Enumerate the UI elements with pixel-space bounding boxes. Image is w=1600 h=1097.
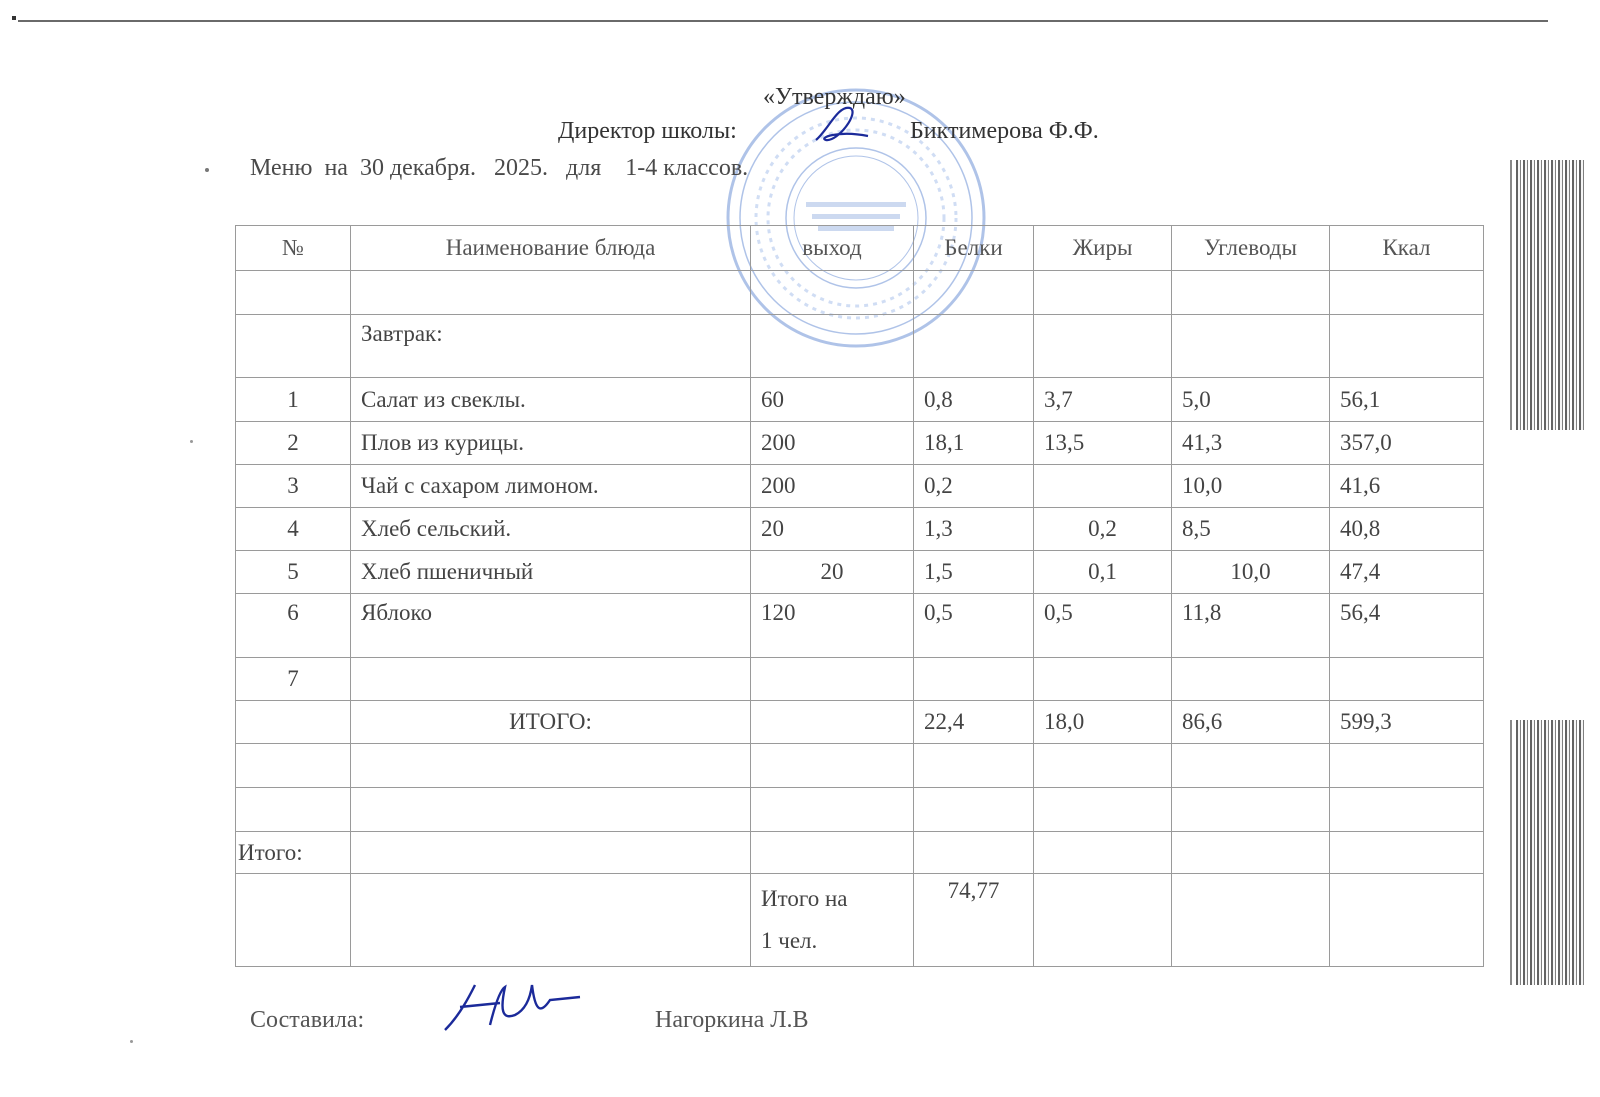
table-row-empty	[236, 271, 1484, 315]
director-signature	[808, 100, 878, 150]
dish-carbs: 41,3	[1172, 422, 1330, 465]
dish-name: Хлеб пшеничный	[351, 551, 751, 594]
director-title: Директор школы:	[558, 118, 737, 144]
per-person-label	[751, 874, 914, 967]
per-person-label-line2: 1 чел.	[761, 928, 818, 953]
dish-protein: 0,5	[914, 594, 1034, 658]
dish-kcal: 56,4	[1330, 594, 1484, 658]
table-row	[236, 378, 1484, 422]
dish-output: 20	[751, 551, 914, 594]
dish-output: 200	[751, 465, 914, 508]
col-header-kcal: Ккал	[1330, 226, 1484, 271]
per-person-value: 74,77	[914, 874, 1034, 967]
dish-fat: 0,2	[1034, 508, 1172, 551]
dish-kcal: 56,1	[1330, 378, 1484, 422]
total-protein: 22,4	[914, 701, 1034, 744]
section-label: Завтрак:	[351, 315, 751, 378]
dish-kcal: 40,8	[1330, 508, 1484, 551]
total-fat: 18,0	[1034, 701, 1172, 744]
dish-output: 200	[751, 422, 914, 465]
total-carbs: 86,6	[1172, 701, 1330, 744]
dish-carbs: 11,8	[1172, 594, 1330, 658]
table-row	[236, 594, 1484, 658]
scan-top-edge	[18, 20, 1548, 22]
col-header-fat: Жиры	[1034, 226, 1172, 271]
col-header-carbs: Углеводы	[1172, 226, 1330, 271]
dish-protein: 1,3	[914, 508, 1034, 551]
col-header-dish: Наименование блюда	[351, 226, 751, 271]
dish-name: Яблоко	[351, 594, 751, 658]
row-num: 4	[236, 508, 351, 551]
row-num: 1	[236, 378, 351, 422]
menu-title: Меню на 30 декабря. 2025. для 1-4 классов.	[250, 155, 749, 181]
compiled-name: Нагоркина Л.В	[655, 1007, 809, 1033]
dish-fat: 13,5	[1034, 422, 1172, 465]
dish-output: 60	[751, 378, 914, 422]
dish-protein: 0,2	[914, 465, 1034, 508]
scan-rule-bottom	[1510, 720, 1512, 985]
scan-speck	[130, 1040, 133, 1043]
dish-carbs: 8,5	[1172, 508, 1330, 551]
dish-protein: 18,1	[914, 422, 1034, 465]
menu-table	[235, 225, 1484, 967]
table-row	[236, 508, 1484, 551]
dish-fat: 0,5	[1034, 594, 1172, 658]
total-kcal: 599,3	[1330, 701, 1484, 744]
dish-name: Хлеб сельский.	[351, 508, 751, 551]
dish-carbs: 10,0	[1172, 551, 1330, 594]
row-num: 3	[236, 465, 351, 508]
approve-heading: «Утверждаю»	[763, 84, 906, 110]
scan-mark	[12, 16, 16, 20]
compiled-label: Составила:	[250, 1007, 365, 1033]
row-num: 5	[236, 551, 351, 594]
table-row-empty	[236, 744, 1484, 788]
scan-artifact-top	[1516, 160, 1586, 430]
dish-name: Салат из свеклы.	[351, 378, 751, 422]
table-row	[236, 658, 1484, 701]
itogo-label: Итого:	[236, 832, 351, 874]
table-row-empty	[236, 788, 1484, 832]
scan-speck	[190, 440, 193, 443]
dish-carbs: 5,0	[1172, 378, 1330, 422]
dish-name	[351, 658, 751, 701]
compiler-signature	[440, 975, 590, 1045]
table-row-itogo	[236, 832, 1484, 874]
col-header-num: №	[236, 226, 351, 271]
dish-kcal: 357,0	[1330, 422, 1484, 465]
table-row	[236, 465, 1484, 508]
dish-fat	[1034, 465, 1172, 508]
scan-rule-top	[1510, 160, 1512, 430]
table-row	[236, 551, 1484, 594]
dish-output: 120	[751, 594, 914, 658]
bullet-mark	[205, 168, 209, 172]
dish-output: 20	[751, 508, 914, 551]
table-row	[236, 422, 1484, 465]
table-header-row	[236, 226, 1484, 271]
dish-carbs: 10,0	[1172, 465, 1330, 508]
dish-kcal: 47,4	[1330, 551, 1484, 594]
dish-protein: 0,8	[914, 378, 1034, 422]
director-name: Биктимерова Ф.Ф.	[910, 118, 1099, 144]
dish-fat: 0,1	[1034, 551, 1172, 594]
table-row-section	[236, 315, 1484, 378]
dish-name: Чай с сахаром лимоном.	[351, 465, 751, 508]
dish-fat: 3,7	[1034, 378, 1172, 422]
row-num: 2	[236, 422, 351, 465]
row-num: 6	[236, 594, 351, 658]
table-row-per-person	[236, 874, 1484, 967]
col-header-protein: Белки	[914, 226, 1034, 271]
per-person-label-line1: Итого на	[761, 886, 848, 911]
dish-kcal: 41,6	[1330, 465, 1484, 508]
row-num: 7	[236, 658, 351, 701]
col-header-output: выход	[751, 226, 914, 271]
dish-protein: 1,5	[914, 551, 1034, 594]
total-label: ИТОГО:	[351, 701, 751, 744]
dish-name: Плов из курицы.	[351, 422, 751, 465]
scan-artifact-bottom	[1516, 720, 1586, 985]
table-row-total	[236, 701, 1484, 744]
